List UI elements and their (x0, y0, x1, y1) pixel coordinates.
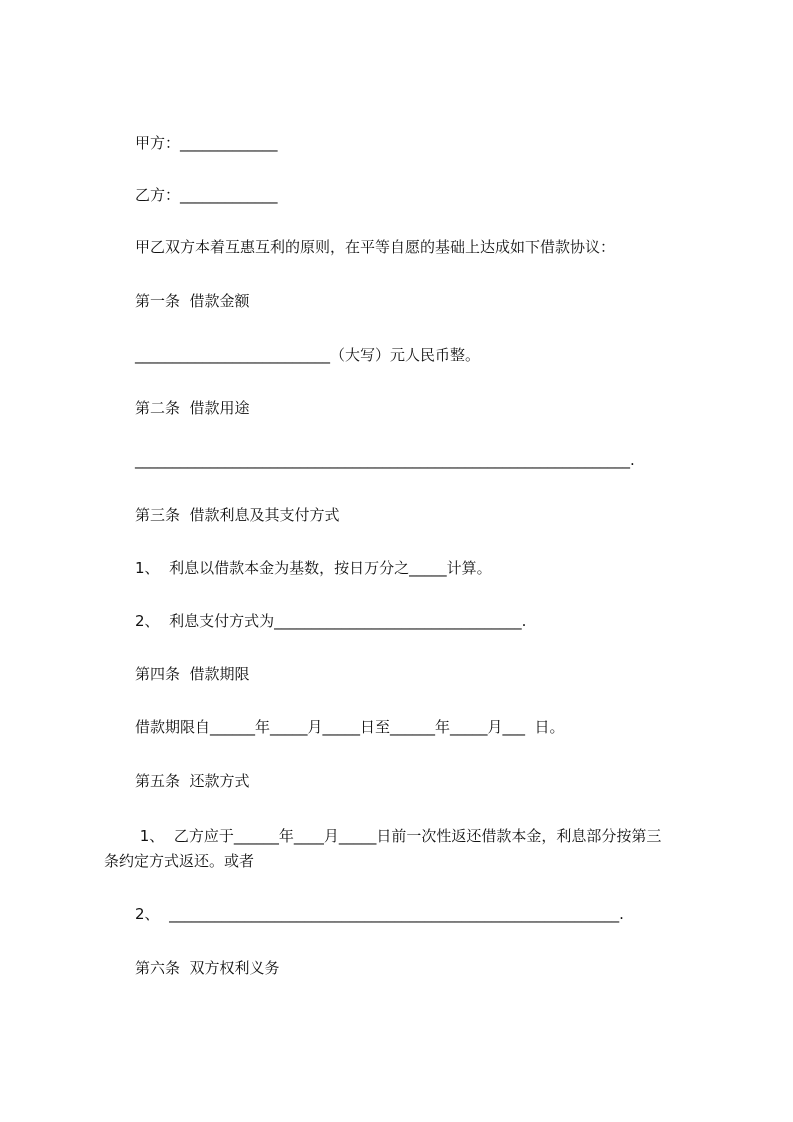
article-5-item-2: 2、 ____________________________________________________________. (135, 905, 624, 923)
article-1-title: 第一条 借款金额 (135, 292, 250, 310)
intro-paragraph: 甲乙双方本着互惠互利的原则，在平等自愿的基础上达成如下借款协议： (135, 238, 616, 256)
article-5-title: 第五条 还款方式 (135, 772, 250, 790)
article-2-title: 第二条 借款用途 (135, 399, 250, 417)
article-5-item-1-line-1: 1、 乙方应于______年____月_____日前一次性返还借款本金，利息部分按第三 (135, 827, 662, 845)
article-5-item-1-line-2: 条约定方式返还。或者 (104, 852, 255, 870)
article-4-title: 第四条 借款期限 (135, 665, 250, 683)
party-b-line: 乙方：_____________ (135, 186, 278, 204)
party-a-line: 甲方：_____________ (135, 134, 278, 152)
article-3-item-2: 2、 利息支付方式为_________________________________. (135, 612, 527, 630)
article-3-item-1: 1、 利息以借款本金为基数，按日万分之_____计算。 (135, 559, 492, 577)
article-1-body: __________________________（大写）元人民币整。 (135, 346, 481, 364)
article-3-title: 第三条 借款利息及其支付方式 (135, 506, 340, 524)
article-4-body: 借款期限自______年_____月_____日至______年_____月___ 日。 (135, 718, 565, 736)
article-6-title: 第六条 双方权利义务 (135, 959, 280, 977)
article-2-body: __________________________________________________________________. (135, 451, 635, 469)
